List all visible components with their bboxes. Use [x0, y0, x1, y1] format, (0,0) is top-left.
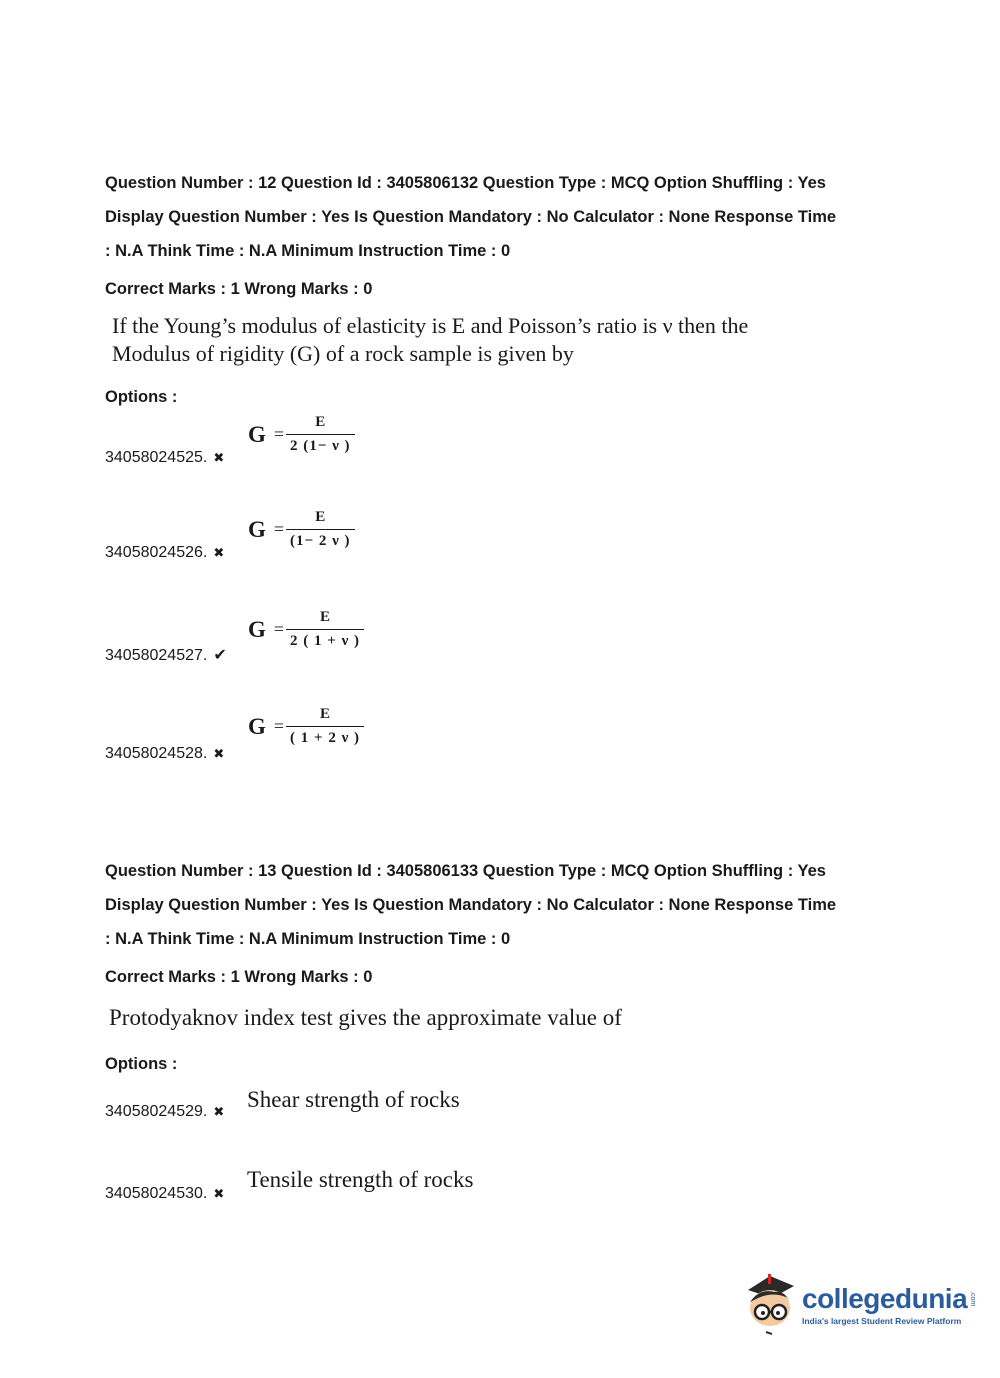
option-id: 34058024528.	[105, 745, 208, 762]
meta-line: Display Question Number : Yes Is Question Mandatory : No Calculator : None Response Time	[105, 896, 837, 914]
fraction	[286, 706, 364, 747]
option-answer-text: Tensile strength of rocks	[247, 1167, 474, 1192]
formula-lhs: G	[248, 421, 266, 447]
question-13-text	[109, 1004, 622, 1032]
denominator: 2 (1− ν )	[286, 434, 355, 455]
option-row	[105, 1103, 224, 1121]
denominator: 2 ( 1 + ν )	[286, 629, 364, 650]
fraction	[286, 609, 364, 650]
meta-line: Question Number : 12 Question Id : 3405806132 Question Type : MCQ Option Shuffling : Yes	[105, 174, 826, 192]
question-13-marks: Correct Marks : 1 Wrong Marks : 0	[105, 968, 373, 986]
formula-eq: =	[273, 519, 285, 539]
options-label: Options :	[105, 1055, 178, 1073]
meta-line: : N.A Think Time : N.A Minimum Instruction Time : 0	[105, 242, 511, 260]
cross-mark-icon: ✖	[213, 545, 225, 560]
meta-line: Question Number : 13 Question Id : 3405806133 Question Type : MCQ Option Shuffling : Yes	[105, 862, 826, 880]
question-text-line: If the Young’s modulus of elasticity is E and Poisson’s ratio is ν then the	[112, 313, 749, 338]
option-row	[105, 1185, 224, 1203]
question-12-marks: Correct Marks : 1 Wrong Marks : 0	[105, 280, 373, 298]
option-formula	[248, 414, 355, 455]
formula-lhs: G	[248, 616, 266, 642]
question-12-meta	[105, 166, 925, 268]
option-id: 34058024526.	[105, 544, 208, 561]
formula-lhs: G	[248, 516, 266, 542]
option-row	[105, 449, 224, 467]
meta-line: : N.A Think Time : N.A Minimum Instruction Time : 0	[105, 930, 511, 948]
formula-lhs: G	[248, 713, 266, 739]
cross-mark-icon: ✖	[213, 450, 225, 465]
denominator: (1− 2 ν )	[286, 529, 355, 550]
numerator: E	[320, 706, 331, 722]
cross-mark-icon: ✖	[213, 1104, 225, 1119]
meta-line: Display Question Number : Yes Is Question Mandatory : No Calculator : None Response Time	[105, 208, 837, 226]
option-formula	[248, 706, 364, 747]
option-row	[105, 544, 224, 562]
collegedunia-logo	[742, 1272, 976, 1338]
option-id: 34058024527.	[105, 647, 208, 664]
numerator: E	[315, 414, 326, 430]
option-formula	[248, 509, 355, 550]
cross-mark-icon: ✖	[213, 746, 225, 761]
check-mark-icon: ✔	[213, 647, 227, 664]
option-id: 34058024525.	[105, 449, 208, 466]
brand-name: collegedunia	[802, 1283, 968, 1314]
option-id: 34058024529.	[105, 1103, 208, 1120]
cross-mark-icon: ✖	[213, 1186, 225, 1201]
formula-eq: =	[273, 619, 285, 639]
question-text-line: Protodyaknov index test gives the approximate value of	[109, 1005, 622, 1030]
options-label: Options :	[105, 388, 178, 406]
formula-eq: =	[273, 716, 285, 736]
brand-com: .com	[969, 1291, 977, 1307]
mascot-icon	[742, 1272, 800, 1338]
numerator: E	[320, 609, 331, 625]
fraction	[286, 509, 355, 550]
question-text-line: Modulus of rigidity (G) of a rock sample is given by	[112, 341, 574, 366]
brand-block	[802, 1284, 976, 1326]
brand-tagline: India's largest Student Review Platform	[802, 1316, 962, 1326]
option-formula	[248, 609, 364, 650]
question-12-text	[112, 312, 748, 368]
numerator: E	[315, 509, 326, 525]
formula-eq: =	[273, 424, 285, 444]
option-row	[105, 645, 227, 665]
option-answer-text: Shear strength of rocks	[247, 1087, 460, 1112]
fraction	[286, 414, 355, 455]
option-row	[105, 745, 224, 763]
denominator: ( 1 + 2 ν )	[286, 726, 364, 747]
question-13-meta	[105, 854, 925, 956]
option-id: 34058024530.	[105, 1185, 208, 1202]
